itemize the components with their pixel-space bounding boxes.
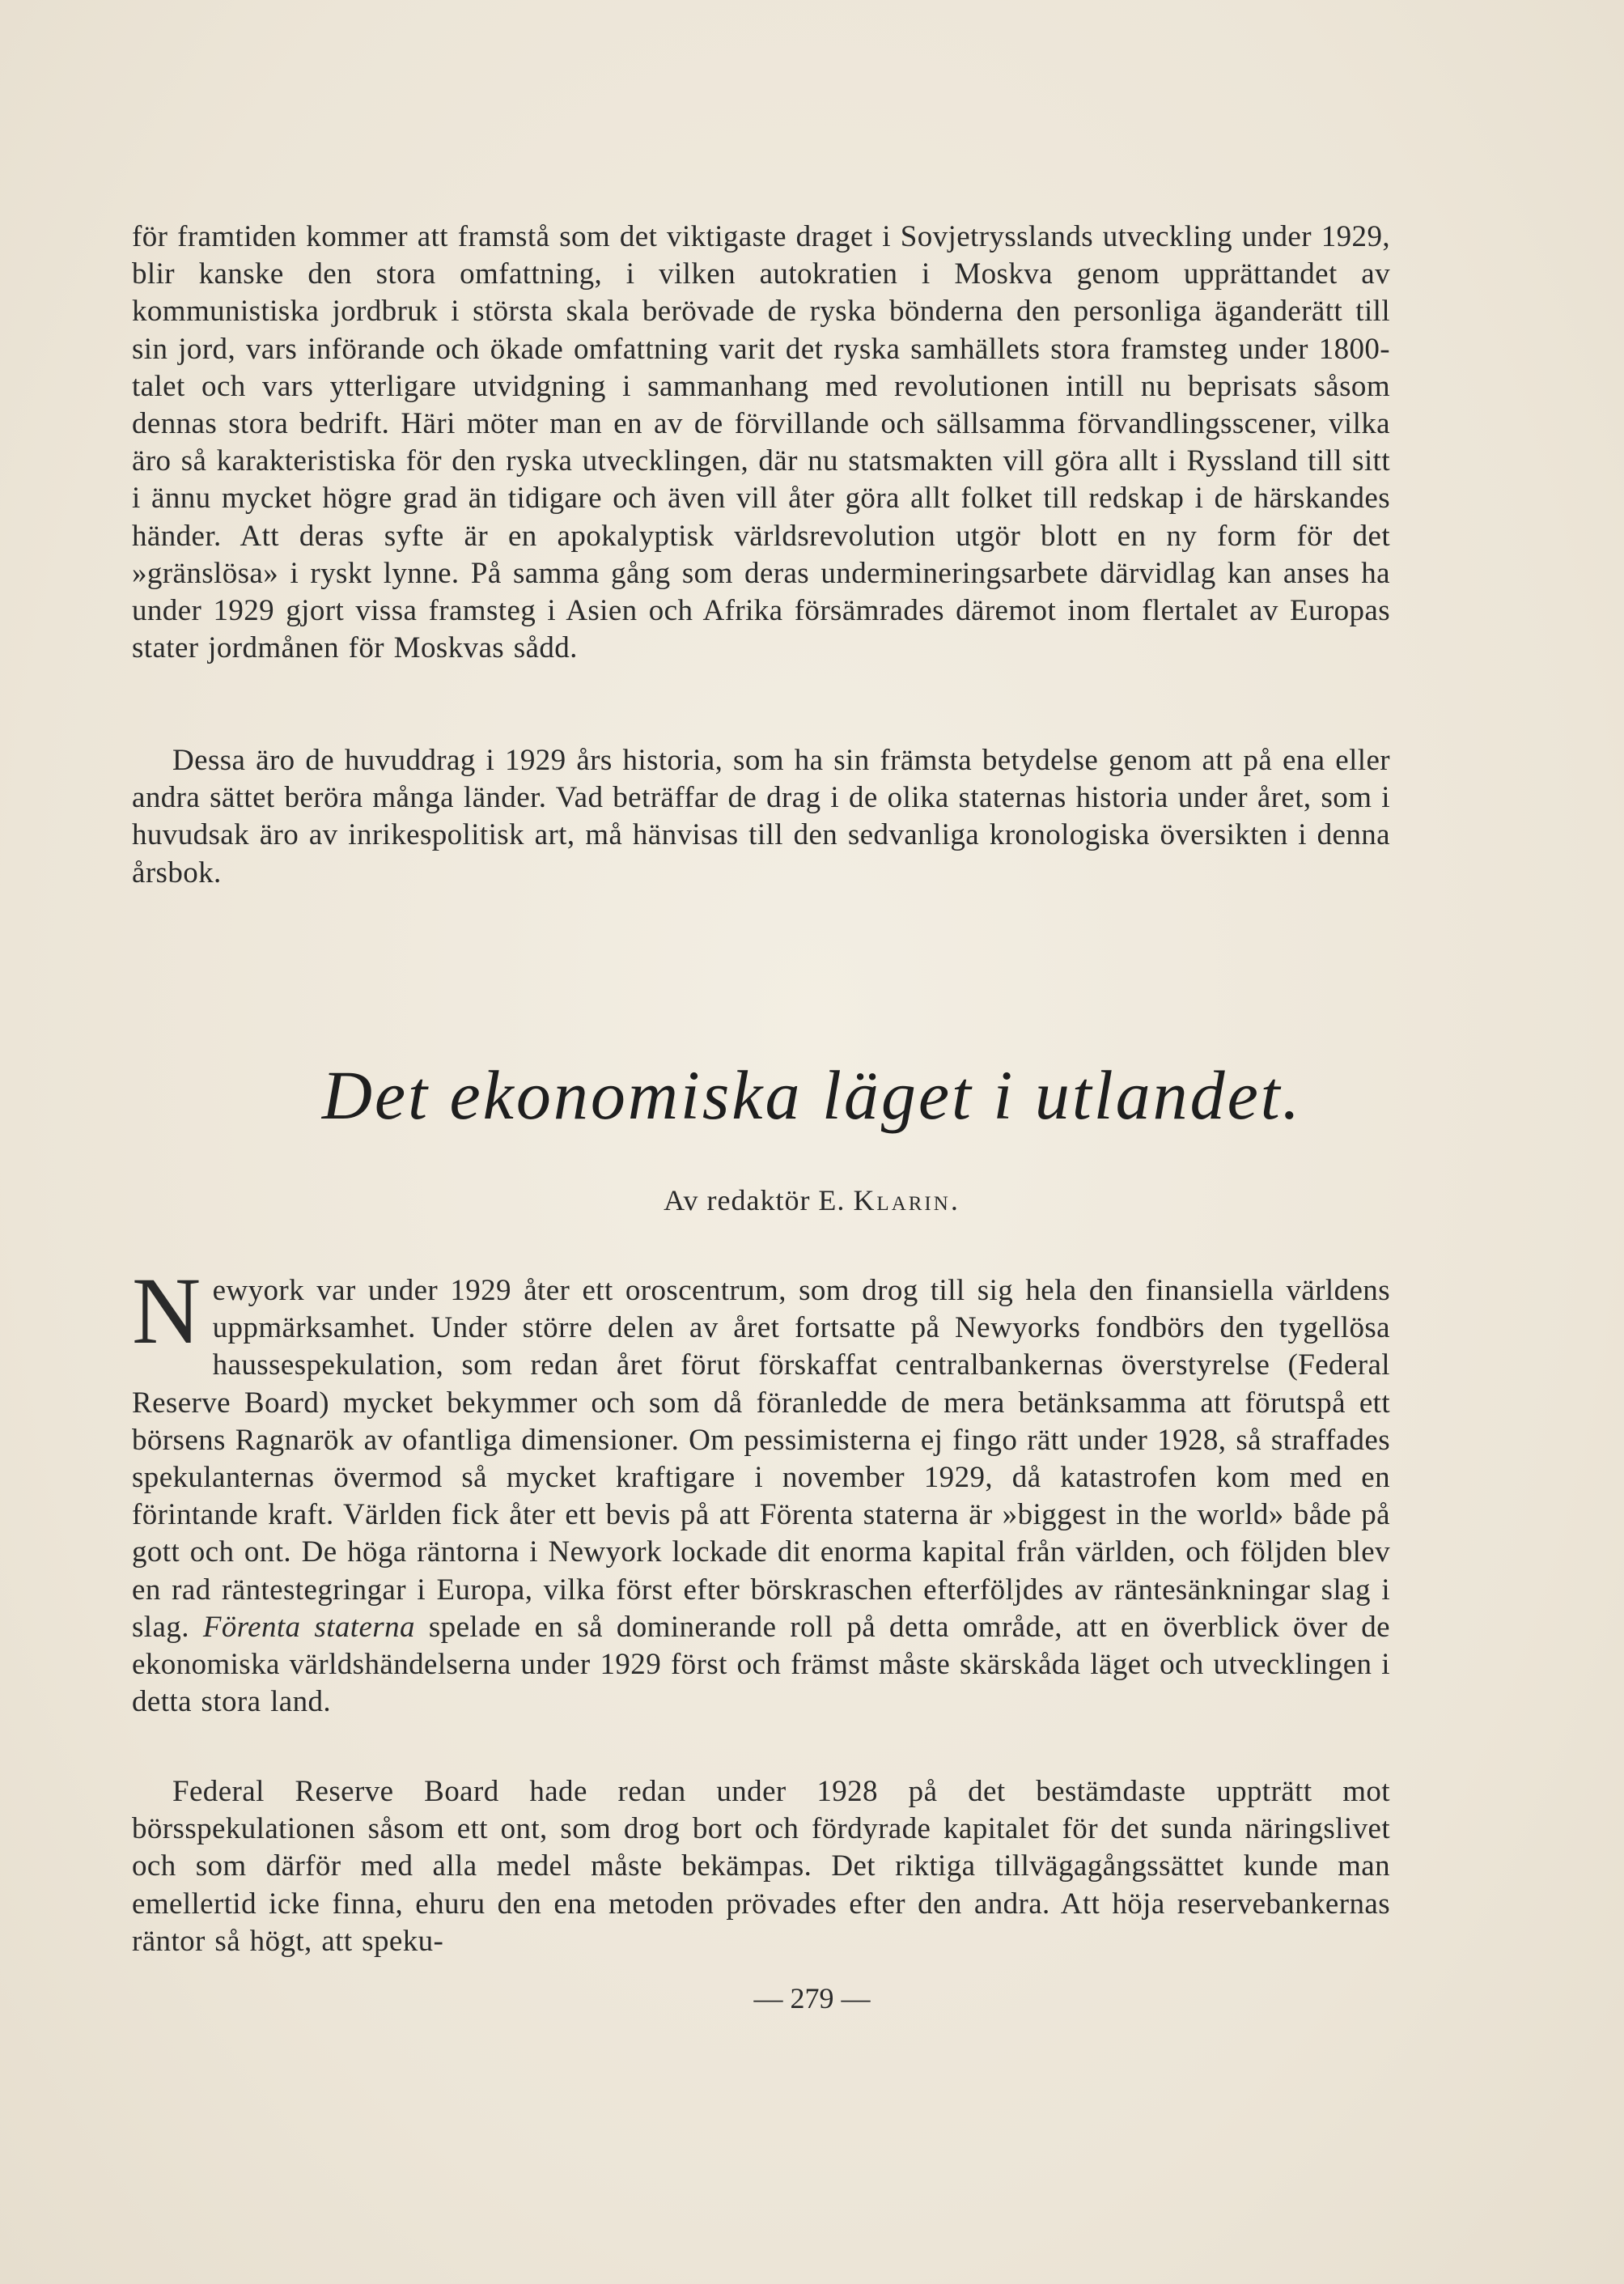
page-number: — 279 — [753,1982,871,2014]
drop-cap: N [132,1258,201,1364]
intro-paragraph-1 [132,219,1390,667]
intro-paragraph-2 [132,742,1390,892]
article-paragraph-1 [132,1258,1390,1721]
article-paragraph-1-part-2: spelade en så dominerande roll på detta område, att en överblick över de ekonomiska världshändelserna under 1929 först och främst måste skärskåda läget och utvecklingen i detta stora land. [132,1610,1390,1719]
article-paragraph-1-italic: Förenta staterna [202,1610,415,1644]
byline-prefix: Av redaktör E. [664,1184,846,1216]
article-paragraph-2-text: Federal Reserve Board hade redan under 1928 på det bestämdaste uppträtt mot börsspekulationen såsom ett ont, som drog bort och fördyrade kapitalet för det sunda näringslivet och som därför med alla medel måste bekämpas. Det riktiga tillvägagångssättet kunde man emellertid icke finna, ehuru den ena metoden prövades efter den andra. Att höja reservebankernas räntor så högt, att speku- [132,1775,1390,1958]
article-paragraph-1-part-1: ewyork var under 1929 åter ett oroscentrum, som drog till sig hela den finansiella världens uppmärksamhet. Under större delen av året fortsatte på Newyorks fondbörs den tygellösa haussespekulation, som redan året förut förskaffat centralbankernas överstyrelse (Federal Reserve Board) mycket bekymmer och som då föranledde de mera betänksamma att förutspå ett börsens Ragnarök av ofantliga dimensioner. Om pessimisterna ej fingo rätt under 1928, så straffades spekulanternas övermod så mycket kraftigare i november 1929, då katastrofen kom med en förintande kraft. Världen fick åter ett bevis på att Förenta staterna är »biggest in the world» både på gott och ont. De höga räntorna i Newyork lockade dit enorma kapital från världen, och följden blev en rad räntestegringar i Europa, vilka först efter börskraschen efterföljdes av räntesänkningar slag i slag. [132,1274,1390,1644]
article-byline [0,1183,1624,1217]
intro-paragraph-2-text: Dessa äro de huvuddrag i 1929 års historia, som ha sin främsta betydelse genom att på ena eller andra sättet beröra många länder. Vad beträffar de drag i de olika staternas historia under året, som i huvudsak äro av inrikespolitisk art, må hänvisas till den sedvanliga kronologiska översikten i denna årsbok. [132,744,1390,889]
article-paragraph-1-text [132,1258,1390,1721]
article-title: Det ekonomiska läget i utlandet. [321,1056,1303,1134]
article-paragraph-2 [132,1773,1390,1960]
intro-paragraph-1-text: för framtiden kommer att framstå som det viktigaste draget i Sovjetrysslands utveckling under 1929, blir kanske den stora omfattning, i vilken autokratien i Moskva genom upprättandet av kommunistiska jordbruk i största skala berövade de ryska bönderna den personliga äganderätt till sin jord, vars införande och ökade omfattning varit det ryska samhällets stora framsteg under 1800-talet och vars ytterligare utvidgning i sammanhang med revolutionen intill nu beprisats såsom dennas stora bedrift. Häri möter man en av de förvillande och sällsamma förvandlingsscener, vilka äro så karakteristiska för den ryska utvecklingen, där nu statsmakten vill göra allt i Ryssland till sitt i ännu mycket högre grad än tidigare och även vill åter göra allt folket till redskap i de härskandes händer. Att deras syfte är en apokalyptisk världsrevolution utgör blott en ny form för det »gränslösa» i ryskt lynne. På samma gång som deras undermineringsarbete därvidlag kan anses ha under 1929 gjort vissa framsteg i Asien och Afrika försämrades däremot inom flertalet av Europas stater jordmånen för Moskvas sådd. [132,220,1390,665]
byline-author: Klarin. [853,1184,960,1216]
